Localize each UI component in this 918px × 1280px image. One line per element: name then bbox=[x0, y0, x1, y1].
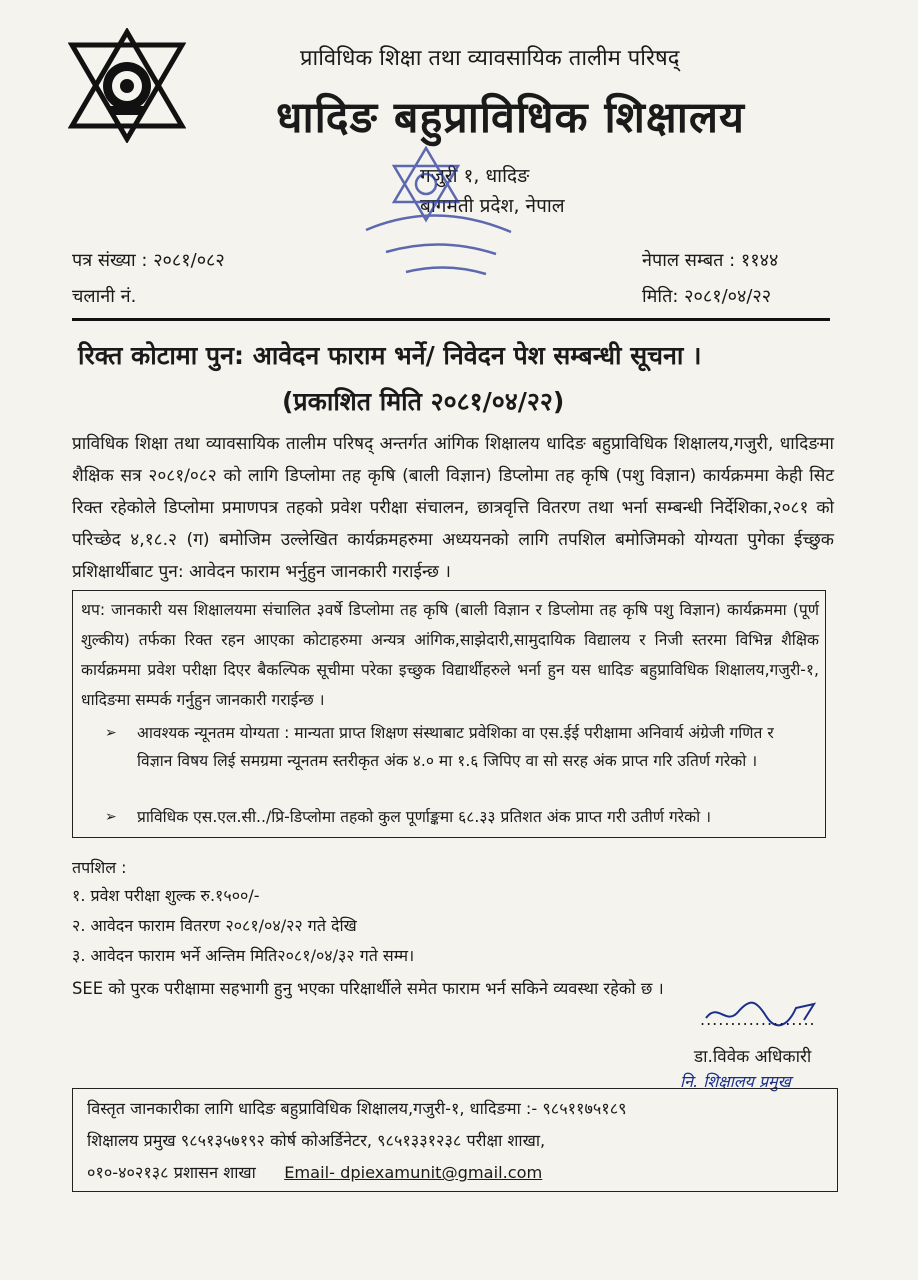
government-emblem-icon bbox=[68, 28, 186, 143]
contact-line-1: विस्तृत जानकारीका लागि धादिङ बहुप्राविधिक शिक्षालय,गजुरी-१, धादिङमा :- ९८५११७५१८९ bbox=[87, 1099, 627, 1118]
list-item bbox=[105, 803, 809, 831]
details-item-deadline: ३. आवेदन फाराम भर्ने अन्तिम मिति२०८१/०४/३२ गते सम्म। bbox=[72, 946, 415, 965]
header-divider bbox=[72, 318, 830, 321]
nepal-sambat: नेपाल सम्बत : ११४४ bbox=[642, 250, 779, 271]
official-stamp-icon bbox=[346, 140, 546, 290]
additional-info-text: थप: जानकारी यस शिक्षालयमा संचालित ३वर्षे डिप्लोमा तह कृषि (बाली विज्ञान र डिप्लोमा तह कृषि पशु विज्ञान) कार्यक्रममा (पूर्ण शुल्कीय) तर्फका रिक्त रहन आएका कोटाहरुमा अन्यत्र आंगिक,साझेदारी,सामुदायिक विद्यालय र निजी स्तरमा विभिन्न शैक्षिक कार्यक्रममा प्रवेश परीक्षा दिएर बैकल्पिक सूचीमा परेका इच्छुक विद्यार्थीहरुले भर्ना हुन यस धादिङ बहुप्राविधिक शिक्षालय,गजुरी-१, धादिङमा सम्पर्क गर्नुहुन जानकारी गराईन्छ । bbox=[81, 601, 819, 709]
list-item bbox=[105, 719, 809, 775]
dispatch-number: चलानी नं. bbox=[72, 286, 137, 307]
arrow-bullet-icon: ➢ bbox=[105, 725, 117, 741]
contact-line-3 bbox=[87, 1161, 542, 1183]
email-link[interactable]: Email- dpiexamunit@gmail.com bbox=[284, 1163, 543, 1182]
signature-line: ................... bbox=[700, 1010, 816, 1029]
qualification-text: आवश्यक न्यूनतम योग्यता : मान्यता प्राप्त शिक्षण संस्थाबाट प्रवेशिका वा एस.ईई परीक्षामा अनिवार्य अंग्रेजी गणित र विज्ञान विषय लिई समग्रमा न्यूनतम स्तरीकृत अंक ४.० मा १.६ जिपिए वा सो सरह अंक प्राप्त गरि उतिर्ण गरेको । bbox=[137, 724, 774, 770]
institution-name: धादिङ बहुप्राविधिक शिक्षालय bbox=[276, 93, 745, 143]
contact-footer bbox=[72, 1088, 838, 1192]
additional-info-box bbox=[72, 590, 826, 838]
notice-paragraph: प्राविधिक शिक्षा तथा व्यावसायिक तालीम परिषद् अन्तर्गत आंगिक शिक्षालय धादिङ बहुप्राविधिक शिक्षालय,गजुरी, धादिङमा शैक्षिक सत्र २०८१/०८२ को लागि डिप्लोमा तह कृषि (बाली विज्ञान) डिप्लोमा तह कृषि (पशु विज्ञान) कार्यक्रममा केही सिट रिक्त रहेकोले डिप्लोमा प्रमाणपत्र तहको प्रवेश परीक्षा संचालन, छात्रवृत्ति वितरण तथा भर्ना सम्बन्धी निर्देशिका,२०८१ को परिच्छेद ४,१८.२ (ग) बमोजिम उल्लेखित कार्यक्रमहरुमा अध्ययनको लागि तपशिल बमोजिमको योग्यता पुगेका ईच्छुक प्रशिक्षार्थीबाट पुन: आवेदन फाराम भर्नुहुन जानकारी गराईन्छ । bbox=[72, 434, 834, 582]
letter-date: मिति: २०८१/०४/२२ bbox=[642, 286, 772, 307]
address-line-1: गजुरी १, धादिङ bbox=[420, 165, 530, 187]
admin-phone: ०१०-४०२१३८ प्रशासन शाखा bbox=[87, 1163, 256, 1182]
notice-title: रिक्त कोटामा पुन: आवेदन फाराम भर्ने/ निवेदन पेश सम्बन्धी सूचना । bbox=[78, 341, 702, 370]
arrow-bullet-icon: ➢ bbox=[105, 809, 117, 825]
signatory-name: डा.विवेक अधिकारी bbox=[694, 1047, 812, 1067]
published-date: (प्रकाशित मिति २०८१/०४/२२) bbox=[282, 387, 565, 416]
letter-number: पत्र संख्या : २०८१/०८२ bbox=[72, 250, 225, 271]
details-item-fee: १. प्रवेश परीक्षा शुल्क रु.१५००/- bbox=[72, 886, 260, 905]
details-heading: तपशिल : bbox=[72, 858, 127, 877]
details-item-distribution: २. आवेदन फाराम वितरण २०८१/०४/२२ गते देखि bbox=[72, 916, 357, 935]
council-name: प्राविधिक शिक्षा तथा व्यावसायिक तालीम परिषद् bbox=[300, 46, 680, 71]
contact-line-2: शिक्षालय प्रमुख ९८५१३५७१९२ कोर्ष कोअर्डिनेटर, ९८५१३३१२३८ परीक्षा शाखा, bbox=[87, 1131, 546, 1150]
see-supplementary-note: SEE को पुरक परीक्षामा सहभागी हुनु भएका परिक्षार्थीले समेत फाराम भर्न सकिने व्यवस्था रहेको छ । bbox=[72, 979, 664, 998]
technical-qualification-text: प्राविधिक एस.एल.सी../प्रि-डिप्लोमा तहको कुल पूर्णाङ्कमा ६८.३३ प्रतिशत अंक प्राप्त गरी उतीर्ण गरेको । bbox=[137, 808, 712, 826]
address-line-2: बागमती प्रदेश, नेपाल bbox=[420, 195, 565, 217]
signatory-role: नि. शिक्षालय प्रमुख bbox=[680, 1072, 791, 1091]
